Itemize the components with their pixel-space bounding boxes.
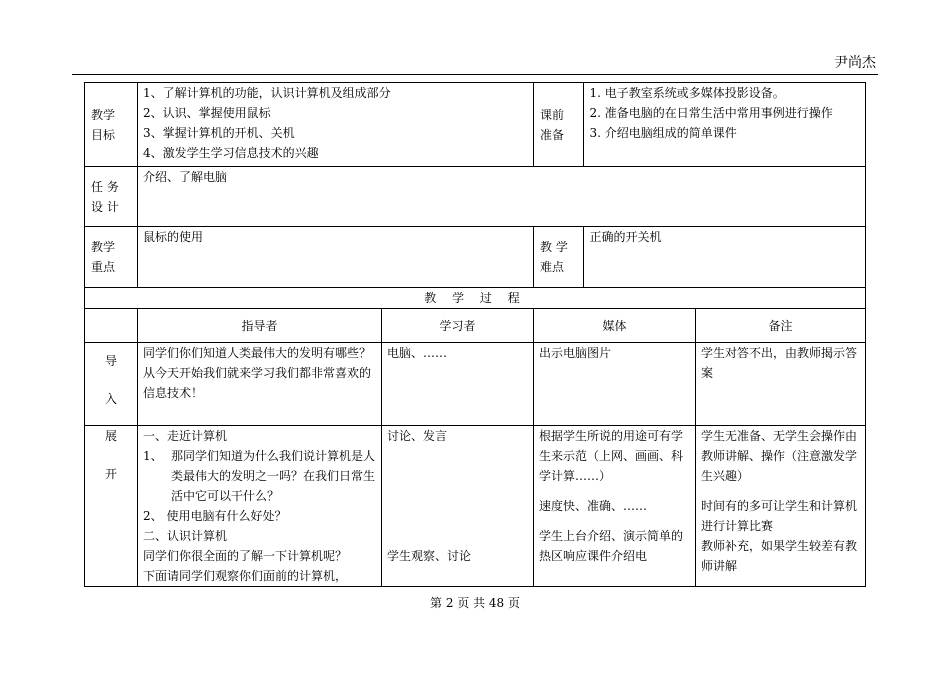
process-title-row [85, 288, 866, 309]
lesson-plan-table [84, 82, 866, 587]
develop-guide: 一、走近计算机 1、 那同学们知道为什么我们说计算机是人类最伟大的发明之一吗？在我们日常生活中它可以干什么？ 2、 使用电脑有什么好处？ 二、认识计算机 同学们你很全面的了解一下计算机呢？ 下面请同学们观察你们面前的计算机， [138, 426, 382, 587]
develop-row [85, 426, 866, 587]
task-row [85, 167, 866, 227]
develop-learner: 讨论、发言 学生观察、讨论 [382, 426, 534, 587]
key-point-label: 教学 重点 [85, 227, 138, 288]
develop-media: 根据学生所说的用途可有学生来示范（上网、画画、科学计算……） 速度快、准确、…… 学生上台介绍、演示简单的热区响应课件介绍电 [534, 426, 696, 587]
intro-row [85, 343, 866, 426]
preparation-item: 1. 电子教室系统或多媒体投影设备。 [589, 86, 785, 100]
intro-learner: 电脑、…… [382, 343, 534, 426]
objective-item: 3、掌握计算机的开机、关机 [143, 126, 295, 140]
difficult-point-label: 教 学 难点 [534, 227, 583, 287]
objective-item: 2、认识、掌握使用鼠标 [143, 106, 271, 120]
intro-guide: 同学们你们知道人类最伟大的发明有哪些？ 从今天开始我们就来学习我们都非常喜欢的信息技术！ [138, 343, 382, 426]
column-header-notes: 备注 [696, 309, 866, 343]
objective-item: 1、了解计算机的功能，认识计算机及组成部分 [143, 86, 391, 100]
preparation-item: 2. 准备电脑的在日常生活中常用事例进行操作 [589, 106, 833, 120]
difficult-point-content: 正确的开关机 [589, 230, 662, 244]
preparation-content [583, 83, 865, 166]
objectives-content [138, 83, 534, 167]
objective-item: 4、激发学生学习信息技术的兴趣 [143, 146, 319, 160]
column-header-row [85, 309, 866, 343]
author-name: 尹尚杰 [834, 55, 876, 71]
preparation-label: 课前 准备 [534, 83, 583, 166]
points-row [85, 227, 866, 288]
intro-label: 导 入 [85, 343, 138, 426]
key-point-content: 鼠标的使用 [138, 227, 534, 288]
intro-media: 出示电脑图片 [534, 343, 696, 426]
page-footer: 第 2 页 共 48 页 [430, 596, 520, 610]
difficult-point-cell [534, 227, 866, 288]
column-header-guide: 指导者 [138, 309, 382, 343]
develop-label: 展 开 [85, 426, 138, 587]
column-header-learner: 学习者 [382, 309, 534, 343]
preparation-cell [534, 83, 866, 167]
column-header-media: 媒体 [534, 309, 696, 343]
intro-notes: 学生对答不出，由教师揭示答案 [696, 343, 866, 426]
objectives-row [85, 83, 866, 167]
blank-header-cell [85, 309, 138, 343]
task-content: 介绍、了解电脑 [138, 167, 866, 227]
header-rule [72, 74, 878, 75]
objectives-label: 教学 目标 [85, 83, 138, 167]
develop-notes: 学生无准备、无学生会操作由教师讲解、操作（注意激发学生兴趣） 时间有的多可让学生和计算机进行计算比赛 教师补充，如果学生较差有教师讲解 [696, 426, 866, 587]
process-title: 教 学 过 程 [85, 288, 866, 309]
task-label: 任 务 设 计 [85, 167, 138, 227]
preparation-item: 3. 介绍电脑组成的简单课件 [589, 126, 737, 140]
